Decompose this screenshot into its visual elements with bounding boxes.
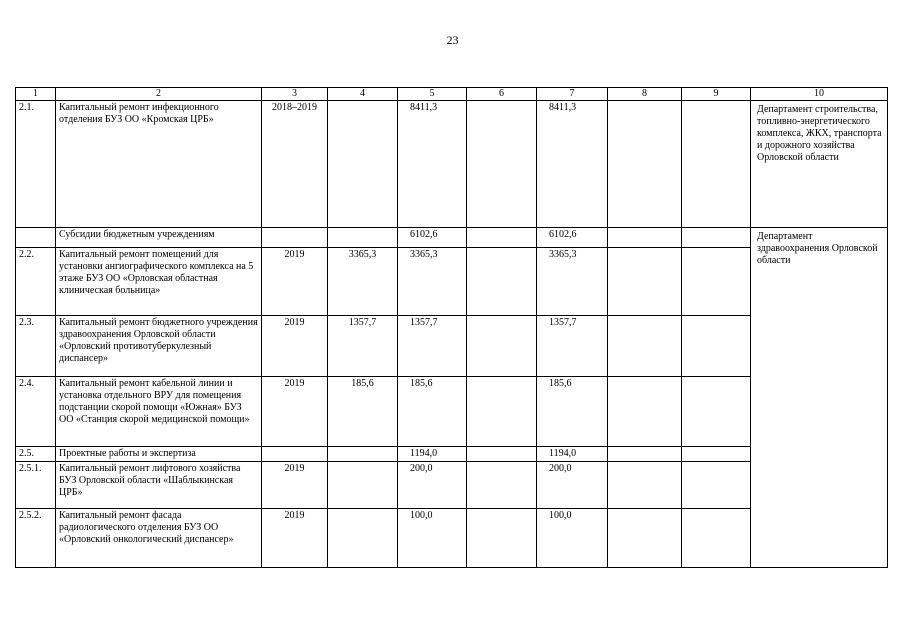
row-period: [262, 447, 328, 462]
table-row: [16, 228, 888, 248]
row-col9: [682, 101, 751, 228]
row-col5: 185,6: [398, 377, 467, 447]
row-number: [16, 228, 56, 248]
row-col5: 200,0: [398, 462, 467, 509]
row-col5: 8411,3: [398, 101, 467, 228]
row-col6: [467, 462, 537, 509]
row-col4: [328, 101, 398, 228]
row-col9: [682, 462, 751, 509]
row-col7: 8411,3: [537, 101, 608, 228]
row-number: 2.2.: [16, 248, 56, 316]
row-col9: [682, 509, 751, 568]
row-col7: 6102,6: [537, 228, 608, 248]
row-number: 2.1.: [16, 101, 56, 228]
column-header: 8: [608, 88, 682, 101]
budget-table: [15, 87, 888, 568]
row-col4: [328, 462, 398, 509]
row-col9: [682, 228, 751, 248]
row-period: 2019: [262, 248, 328, 316]
row-col7: 3365,3: [537, 248, 608, 316]
row-number: 2.5.: [16, 447, 56, 462]
row-col7: 185,6: [537, 377, 608, 447]
row-col9: [682, 316, 751, 377]
row-col7: 100,0: [537, 509, 608, 568]
row-col8: [608, 377, 682, 447]
row-col5: 6102,6: [398, 228, 467, 248]
row-col5: 3365,3: [398, 248, 467, 316]
row-col4: [328, 447, 398, 462]
row-description: Проектные работы и экспертиза: [56, 447, 262, 462]
row-number: 2.4.: [16, 377, 56, 447]
row-col6: [467, 101, 537, 228]
column-header: 9: [682, 88, 751, 101]
column-header: 2: [56, 88, 262, 101]
row-col8: [608, 462, 682, 509]
row-col9: [682, 248, 751, 316]
responsible-dept: Департамент здравоохранения Орловской области: [751, 228, 888, 568]
column-header: 4: [328, 88, 398, 101]
row-col8: [608, 509, 682, 568]
row-col4: 1357,7: [328, 316, 398, 377]
row-col9: [682, 447, 751, 462]
column-header: 5: [398, 88, 467, 101]
row-number: 2.5.1.: [16, 462, 56, 509]
row-description: Капитальный ремонт бюджетного учреждения здравоохранения Орловской области «Орловский противотуберкулезный диспансер»: [56, 316, 262, 377]
row-col6: [467, 316, 537, 377]
column-header: 7: [537, 88, 608, 101]
row-col8: [608, 228, 682, 248]
responsible-dept: Департамент строительства, топливно-энергетического комплекса, ЖКХ, транспорта и дорожного хозяйства Орловской области: [751, 101, 888, 228]
row-col8: [608, 447, 682, 462]
row-col6: [467, 228, 537, 248]
row-number: 2.3.: [16, 316, 56, 377]
row-period: 2018–2019: [262, 101, 328, 228]
row-col6: [467, 248, 537, 316]
row-col7: 1194,0: [537, 447, 608, 462]
column-header: 3: [262, 88, 328, 101]
row-period: 2019: [262, 377, 328, 447]
row-description: Капитальный ремонт помещений для установки ангиографического комплекса на 5 этаже БУЗ ОО «Орловская областная клиническая больница»: [56, 248, 262, 316]
row-col7: 1357,7: [537, 316, 608, 377]
row-period: 2019: [262, 316, 328, 377]
row-number: 2.5.2.: [16, 509, 56, 568]
row-period: [262, 228, 328, 248]
row-col7: 200,0: [537, 462, 608, 509]
row-col6: [467, 447, 537, 462]
row-col4: 185,6: [328, 377, 398, 447]
row-col6: [467, 377, 537, 447]
row-col4: 3365,3: [328, 248, 398, 316]
row-col5: 100,0: [398, 509, 467, 568]
row-col8: [608, 101, 682, 228]
row-col4: [328, 228, 398, 248]
row-period: 2019: [262, 462, 328, 509]
column-header: 6: [467, 88, 537, 101]
row-col4: [328, 509, 398, 568]
row-col9: [682, 377, 751, 447]
row-description: Капитальный ремонт инфекционного отделения БУЗ ОО «Кромская ЦРБ»: [56, 101, 262, 228]
row-col8: [608, 316, 682, 377]
page-number: 23: [446, 33, 459, 47]
row-period: 2019: [262, 509, 328, 568]
row-description: Субсидии бюджетным учреждениям: [56, 228, 262, 248]
row-col6: [467, 509, 537, 568]
row-col5: 1194,0: [398, 447, 467, 462]
column-header: 10: [751, 88, 888, 101]
row-col8: [608, 248, 682, 316]
row-description: Капитальный ремонт фасада радиологического отделения БУЗ ОО «Орловский онкологический диспансер»: [56, 509, 262, 568]
header-row: [16, 88, 888, 101]
row-description: Капитальный ремонт кабельной линии и установка отдельного ВРУ для помещения подстанции скорой помощи «Южная» БУЗ ОО «Станция скорой медицинской помощи»: [56, 377, 262, 447]
table-row: [16, 101, 888, 228]
column-header: 1: [16, 88, 56, 101]
row-col5: 1357,7: [398, 316, 467, 377]
row-description: Капитальный ремонт лифтового хозяйства БУЗ Орловской области «Шаблыкинская ЦРБ»: [56, 462, 262, 509]
